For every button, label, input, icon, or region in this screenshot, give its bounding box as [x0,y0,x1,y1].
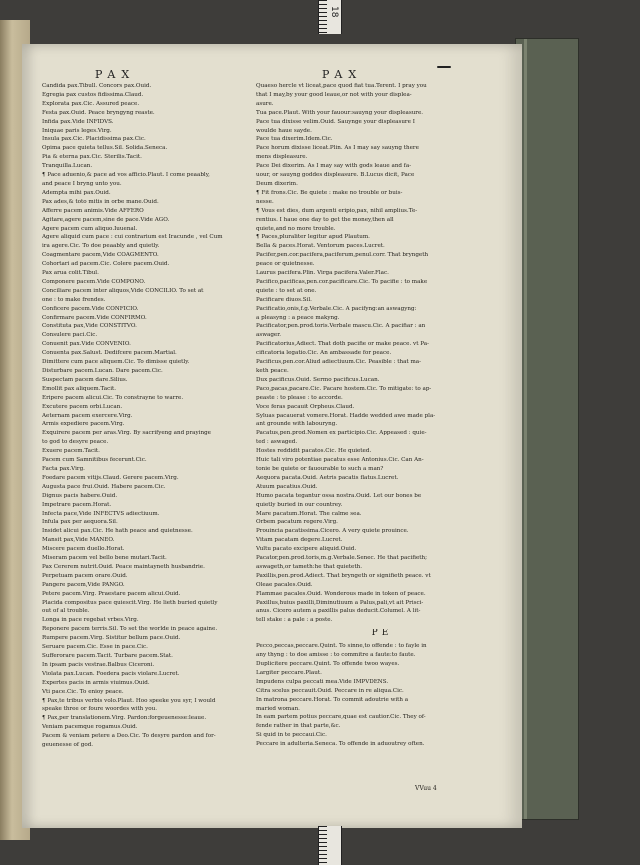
entry-line: Insula pax.Cic. Placidissima pax.Cic. [42,136,146,143]
entry-line: peaste : to please : to accorde. [256,394,343,401]
entry-line: ¶ Paces,pluraliter legitur apud Plautum. [256,234,370,241]
entry-line: Humo pacata tegantur ossa nostra.Ouid. Let our bones be [256,492,422,499]
ruler-label: 18 [329,6,339,18]
entry-line: ted : aswaged. [256,439,298,446]
entry-line: Agitare,agere pacem,sine de pace.Vide AGO. [42,216,170,223]
entry-line: Paxillus,huius paxilli,Diminutiuum a Palus,pali,vt ait Prisci- [256,599,424,606]
entry-line: Disturbare pacem.Lucan. Dare pacem.Cic. [42,368,163,374]
entry-line: Constituta pax,Vide CONSTITVO. [42,323,137,330]
entry-line: Infida pax.Vide INFIDVS. [42,118,114,125]
entry-line: Paco,pacas,pacare.Cic. Pacare hostem.Cic. To mitigate: to ap- [256,385,432,392]
entry-line: and peace I bryng unto you. [42,180,122,187]
book-cover-board [515,38,579,820]
left-text-column [42,82,238,750]
scale-ruler-top [318,0,342,34]
entry-line: Vitam pacatam degere.Lucret. [256,537,343,544]
entry-line: Conciliare pacem inter aliquos,Vide CONCILIO. To set at [42,287,204,294]
entry-line: Candida pax.Tibull. Concors pax.Ouid. [42,83,152,89]
entry-line: Cohortari ad pacem.Cic. Colere pacem.Ouid. [42,261,170,268]
entry-line: Citra scelus peccauit.Ouid. Peccare in re aliqua.Cic. [256,687,404,694]
entry-line: Egregia pax custos fidissima.Claud. [42,91,144,98]
entry-line: Agere aliquid cum pace : cui contrarium est Iracunde , vel Cum [42,234,223,241]
entry-line: Iniquae paris leges.Virg. [42,127,112,134]
entry-line: cificatoria legatio.Cic. An ambassade for peace. [256,350,392,357]
entry-line: Armis expediere pacem.Virg. [42,421,125,428]
left-running-head: PAX [95,68,136,81]
entry-line: Pangere pacem,Vide PANGO. [42,581,125,588]
entry-line: asure. [256,100,274,107]
entry-line: Reponere pacem terris.Sil. To set the worlde in peace againe. [42,626,218,633]
right-text-column [256,82,508,749]
entry-line: Pax ades,& toto mitis in orbe mane.Ouid. [42,198,159,205]
entry-line: Conficere pacem.Vide CONFICIO. [42,305,139,312]
entry-line: Pacem cum Samnitibus fecerunt.Cic. [42,457,147,464]
entry-line: Syluas pacauerat vomere.Horat. Hadde wedded awe made pla- [256,412,436,419]
entry-line: keth peace. [256,368,289,374]
entry-line: Pace Dei dixerim. As I may say with gods leaue and fa- [256,163,412,170]
entry-line: Insidet alicui pax.Cic. He hath peace and quietnesse. [42,528,193,535]
entry-line: Confirmare pacem.Vide CONFIRMO. [42,314,147,321]
entry-line: Perpetuam pacem orare.Ouid. [42,572,128,579]
entry-line: In ipsam pacis vestrae.Balbus Ciceroni. [42,661,155,668]
entry-line: ¶ Vous est dies, dum argenti eripio,pax, nihil amplius.Te- [256,207,418,214]
entry-line: aswageth,or tameth:he that quieteth. [256,563,362,570]
entry-line: quiete,and no more trouble. [256,225,336,232]
entry-line: Coagmentare pacem,Vide COAGMENTO. [42,252,159,259]
entry-line: Pacificator,pen.prod.toris.Verbale mascu.Cic. A pacifiar : an [256,323,426,330]
entry-line: Pacatus,pen.prod.Nomen ex participio.Cic. Appeased : quie- [256,430,427,437]
entry-line: Miscere pacem duello.Horat. [42,546,125,553]
entry-line: aswager. [256,332,282,339]
entry-line: out of al trouble. [42,608,90,615]
entry-line: uour, or sauyng goddes displeasure. B.Lucus dicit, Pace [256,172,415,179]
entry-line: Pace tua dixisse velim.Ouid. Sauynge your displeasure I [256,118,415,125]
entry-line: mens displeasure. [256,154,308,161]
entry-line: Orbem pacatum regere.Virg. [256,519,338,526]
entry-line: Infecta pace,Vide INFECTVS adiectiuum. [42,510,160,517]
entry-line: anus. Cicero autem a paxillis palus deducit.Columel. A lit- [256,608,421,615]
right-running-head: PAX [322,68,363,81]
entry-line: Afferre pacem animis.Vide AFFERO [42,207,144,214]
entry-line: rentius. I haue one day to get the money,then all [256,216,394,223]
entry-line: Pacificare diuos.Sil. [256,296,312,303]
scale-ruler-bottom [318,826,342,865]
entry-line: Pia & eterna pax.Cic. Sterilis.Tacit. [42,154,142,161]
entry-line: Dimittere cum pace aliquem.Cic. To dimisse quietly. [42,359,190,366]
entry-line: fende rather in that parte,&c. [256,723,341,730]
entry-line: Deum dixerim. [256,180,298,187]
entry-line: tell stake : a pale : a poste. [256,617,333,624]
entry-line: Augusta pace frui.Ouid. Habere pacem.Cic. [42,483,166,490]
entry-line: Peccare in adulteria.Seneca. To offende in aduoutrey often. [256,741,425,748]
entry-line: Suspectam pacem dare.Silius. [42,376,128,383]
entry-line: Tua pace.Plaut. With your fauour:sauyng your displeasure. [256,109,424,116]
entry-line: Pace tua dixerim.Idem.Cic. [256,136,333,143]
entry-line: Laurus pacifera.Plin. Virga pacifera.Valer.Flac. [256,270,389,277]
entry-line: Consulere paci.Cic. [42,332,98,339]
entry-line: Si quid in te peccaui.Cic. [256,732,327,739]
entry-line: Aeternam pacem exercere.Virg. [42,412,133,419]
entry-line: Pax arua colit.Tibul. [42,270,99,277]
entry-line: Largiter peccare.Plaut. [256,669,322,676]
entry-line: Tranquilla.Lucan. [42,163,93,170]
entry-line: Miseram pacem vel bello bene mutari.Tacit. [42,555,167,562]
entry-line: Voce feras pacauit Orpheus.Claud. [256,403,355,410]
entry-line: a pleasyng : a peace makyng. [256,314,340,321]
entry-line: speake three or foure woordes with you. [42,706,157,713]
entry-line: Componere pacem.Vide COMPONO. [42,278,146,285]
entry-line: Conuenit pax.Vide CONVENIO. [42,341,131,348]
entry-line: Festa pax.Ouid. Peace bryngyng reaste. [42,109,155,116]
entry-line: quietly buried in our countrey. [256,501,343,508]
entry-line: Mare pacatum.Horat. The calme sea. [256,510,362,517]
entry-line: that I may,by your good leaue,or not with your displea- [256,91,412,98]
entry-line: Quaeso hercle vt liceat,pace quod fiat tua.Terent. I pray you [256,83,427,89]
section-heading: PE [371,629,393,639]
entry-line: Huic tali viro potentiae pacatus esse Antonius.Cic. Can An- [256,457,424,464]
entry-line: Hostes reddidit pacatos.Cic. He quieted. [256,448,372,455]
entry-line: Vultu pacato excipere aliquid.Ouid. [256,546,357,553]
entry-line: ¶ Pax,te tribus verbis volo.Plaut. Hoo speeke you syr, I would [42,697,216,704]
entry-line: peace or quietnesse. [256,261,315,268]
entry-line: woulde haue sayde. [256,127,312,134]
entry-line: Eripere pacem alicui.Cic. To constrayne to warre. [42,394,184,401]
entry-line: Mansit pax,Vide MANEO. [42,537,115,544]
entry-line: maried woman. [256,705,300,712]
entry-line: Emollit pax aliquem.Tacit. [42,385,117,392]
entry-line: Paxillis,pen.prod.Adiect. That bryngeth or signifieth peace. vt [256,572,431,579]
entry-line: Oleae pacales.Ouid. [256,581,313,588]
entry-line: Infula pax per aequora.Sil. [42,519,118,526]
entry-line: quiete : to set at one. [256,287,317,294]
entry-line: Prouincia pacatissima.Cicero. A very quiete prouince. [256,528,409,535]
entry-line: Excutere pacem orbi.Lucan. [42,403,123,410]
head-ornament [437,66,451,68]
entry-line: Duplicitere peccare.Quint. To offende twoo wayes. [256,661,400,667]
entry-line: Sufferorare pacem.Tacit. Turbare pacem.Stat. [42,653,173,659]
entry-line: Exquirere pacem per aras.Virg. By sacrifyeng and prayinge [42,430,211,437]
entry-line: ant grounde with labouryng. [256,421,338,428]
entry-line: Exuere pacem.Tacit. [42,448,100,455]
entry-line: Pacificatorius,Adiect. That doth pacifie or make peace. vt Pa- [256,341,429,348]
entry-line: Opima pace quieta tellus.Sil. Solida.Seneca. [42,145,168,152]
entry-line: Longa in pace regebat vrbes.Virg. [42,617,139,624]
entry-line: Facta pax.Virg. [42,465,85,472]
entry-line: Explorata pax.Cic. Assured peace. [42,100,140,107]
entry-line: Foedare pacem vitijs.Claud. Gerere pacem.Virg. [42,474,179,481]
entry-line: Rumpere pacem.Virg. Sistitur bellum pace.Ouid. [42,635,181,642]
entry-line: Agere pacem cum aliquo.Iuuenal. [42,225,138,232]
entry-line: In matrona peccare.Horat. To commit adoutrie with a [256,696,409,703]
entry-line: Impudens culpa peccati mea.Vide IMPVDENS. [256,678,389,685]
entry-line: Veniam pacemque rogamus.Ouid. [42,724,138,731]
entry-line: geuenesse of god. [42,742,94,749]
entry-line: Placida compositus pace quiescit.Virg. He lieth buried quietly [42,599,218,606]
entry-line: Adempta mihi pax.Ouid. [42,189,111,196]
entry-line: Pax Cererem nutrit.Ouid. Peace maintayneth husbandrie. [42,563,205,570]
entry-line: one : to make frendes. [42,296,106,303]
entry-line: Bella & paces.Horat. Ventorum paces.Lucret. [256,243,385,250]
entry-line: Pacator,pen.prod.toris,m.g.Verbale.Senec. He that pacifieth; [256,555,428,562]
entry-line: Petere pacem.Virg. Praestare pacem alicui.Ouid. [42,590,181,597]
entry-line: Pecco,peccas,peccare.Quint. To sinne,to offende : to fayle in [256,643,427,650]
entry-line: nesse. [256,198,274,205]
entry-line: Pacem & veniam petere a Deo.Cic. To desyre pardon and for- [42,733,216,740]
entry-line: to god to desyre peace. [42,439,109,446]
entry-line: Conuenta pax.Salust. Dedifcere pacem.Martial. [42,350,177,357]
entry-line: Aequora pacata.Ouid. Aetris pacatis flatus.Lucret. [256,474,399,481]
entry-line: Pacificatio,onis,f.g.Verbale.Cic. A pacifyng:an aswagyng: [256,305,417,312]
entry-line: In eam partem potius peccare,quae est cautior.Cic. They of- [256,714,426,721]
entry-line: Pacifico,pacificas,pen.cor.pacificare.Cic. To pacifie : to make [256,278,428,285]
entry-line: Dux pacificus.Ouid. Sermo pacificus.Lucan. [256,376,380,383]
entry-line: Vti pace.Cic. To enioy peace. [42,688,124,695]
entry-line: Atuum pacatius.Ouid. [256,483,318,490]
entry-line: Seruare pacem.Cic. Esse in pace.Cic. [42,644,148,651]
entry-line: tonie be quiete or fauourable to such a man? [256,465,384,472]
entry-line: ¶ Pax,per translationem.Virg. Pardon:forgeuenesse:leaue. [42,715,207,722]
entry-line: Flammae pacales.Ouid. Wonderous made in token of peace. [256,590,426,597]
entry-line: Violata pax.Lucan. Foedera pacis violare.Lucret. [42,670,180,677]
entry-line: Dignus pacis habere.Ouid. [42,492,118,499]
entry-line: ¶ Fit frons.Cic. Be quiete : make no trouble or buis- [256,189,403,196]
entry-line: ¶ Pace aduenio,& pace ad vos afficio.Plaut. I come peaably, [42,172,210,179]
entry-line: Pacifer,pen.cor.pacifera,paciferum,penul.corr. That bryngeth [256,252,429,259]
entry-line: Pacificus,pen.cor.Aliud adiectiuum.Cic. Peasible : that ma- [256,359,421,366]
entry-line: Impetrare pacem.Horat. [42,501,112,508]
signature-mark: VVuu 4 [415,785,437,792]
entry-line: Expertes pacis in armis viuimus.Ouid. [42,679,150,686]
entry-line: ira agere.Cic. To doe peaably and quietly. [42,243,160,250]
entry-line: Pace horum dixisse liceat.Plin. As I may say sauyng there [256,145,419,152]
entry-line: any thyng : to doe amisse : to commitre a faute:to faute. [256,652,416,659]
